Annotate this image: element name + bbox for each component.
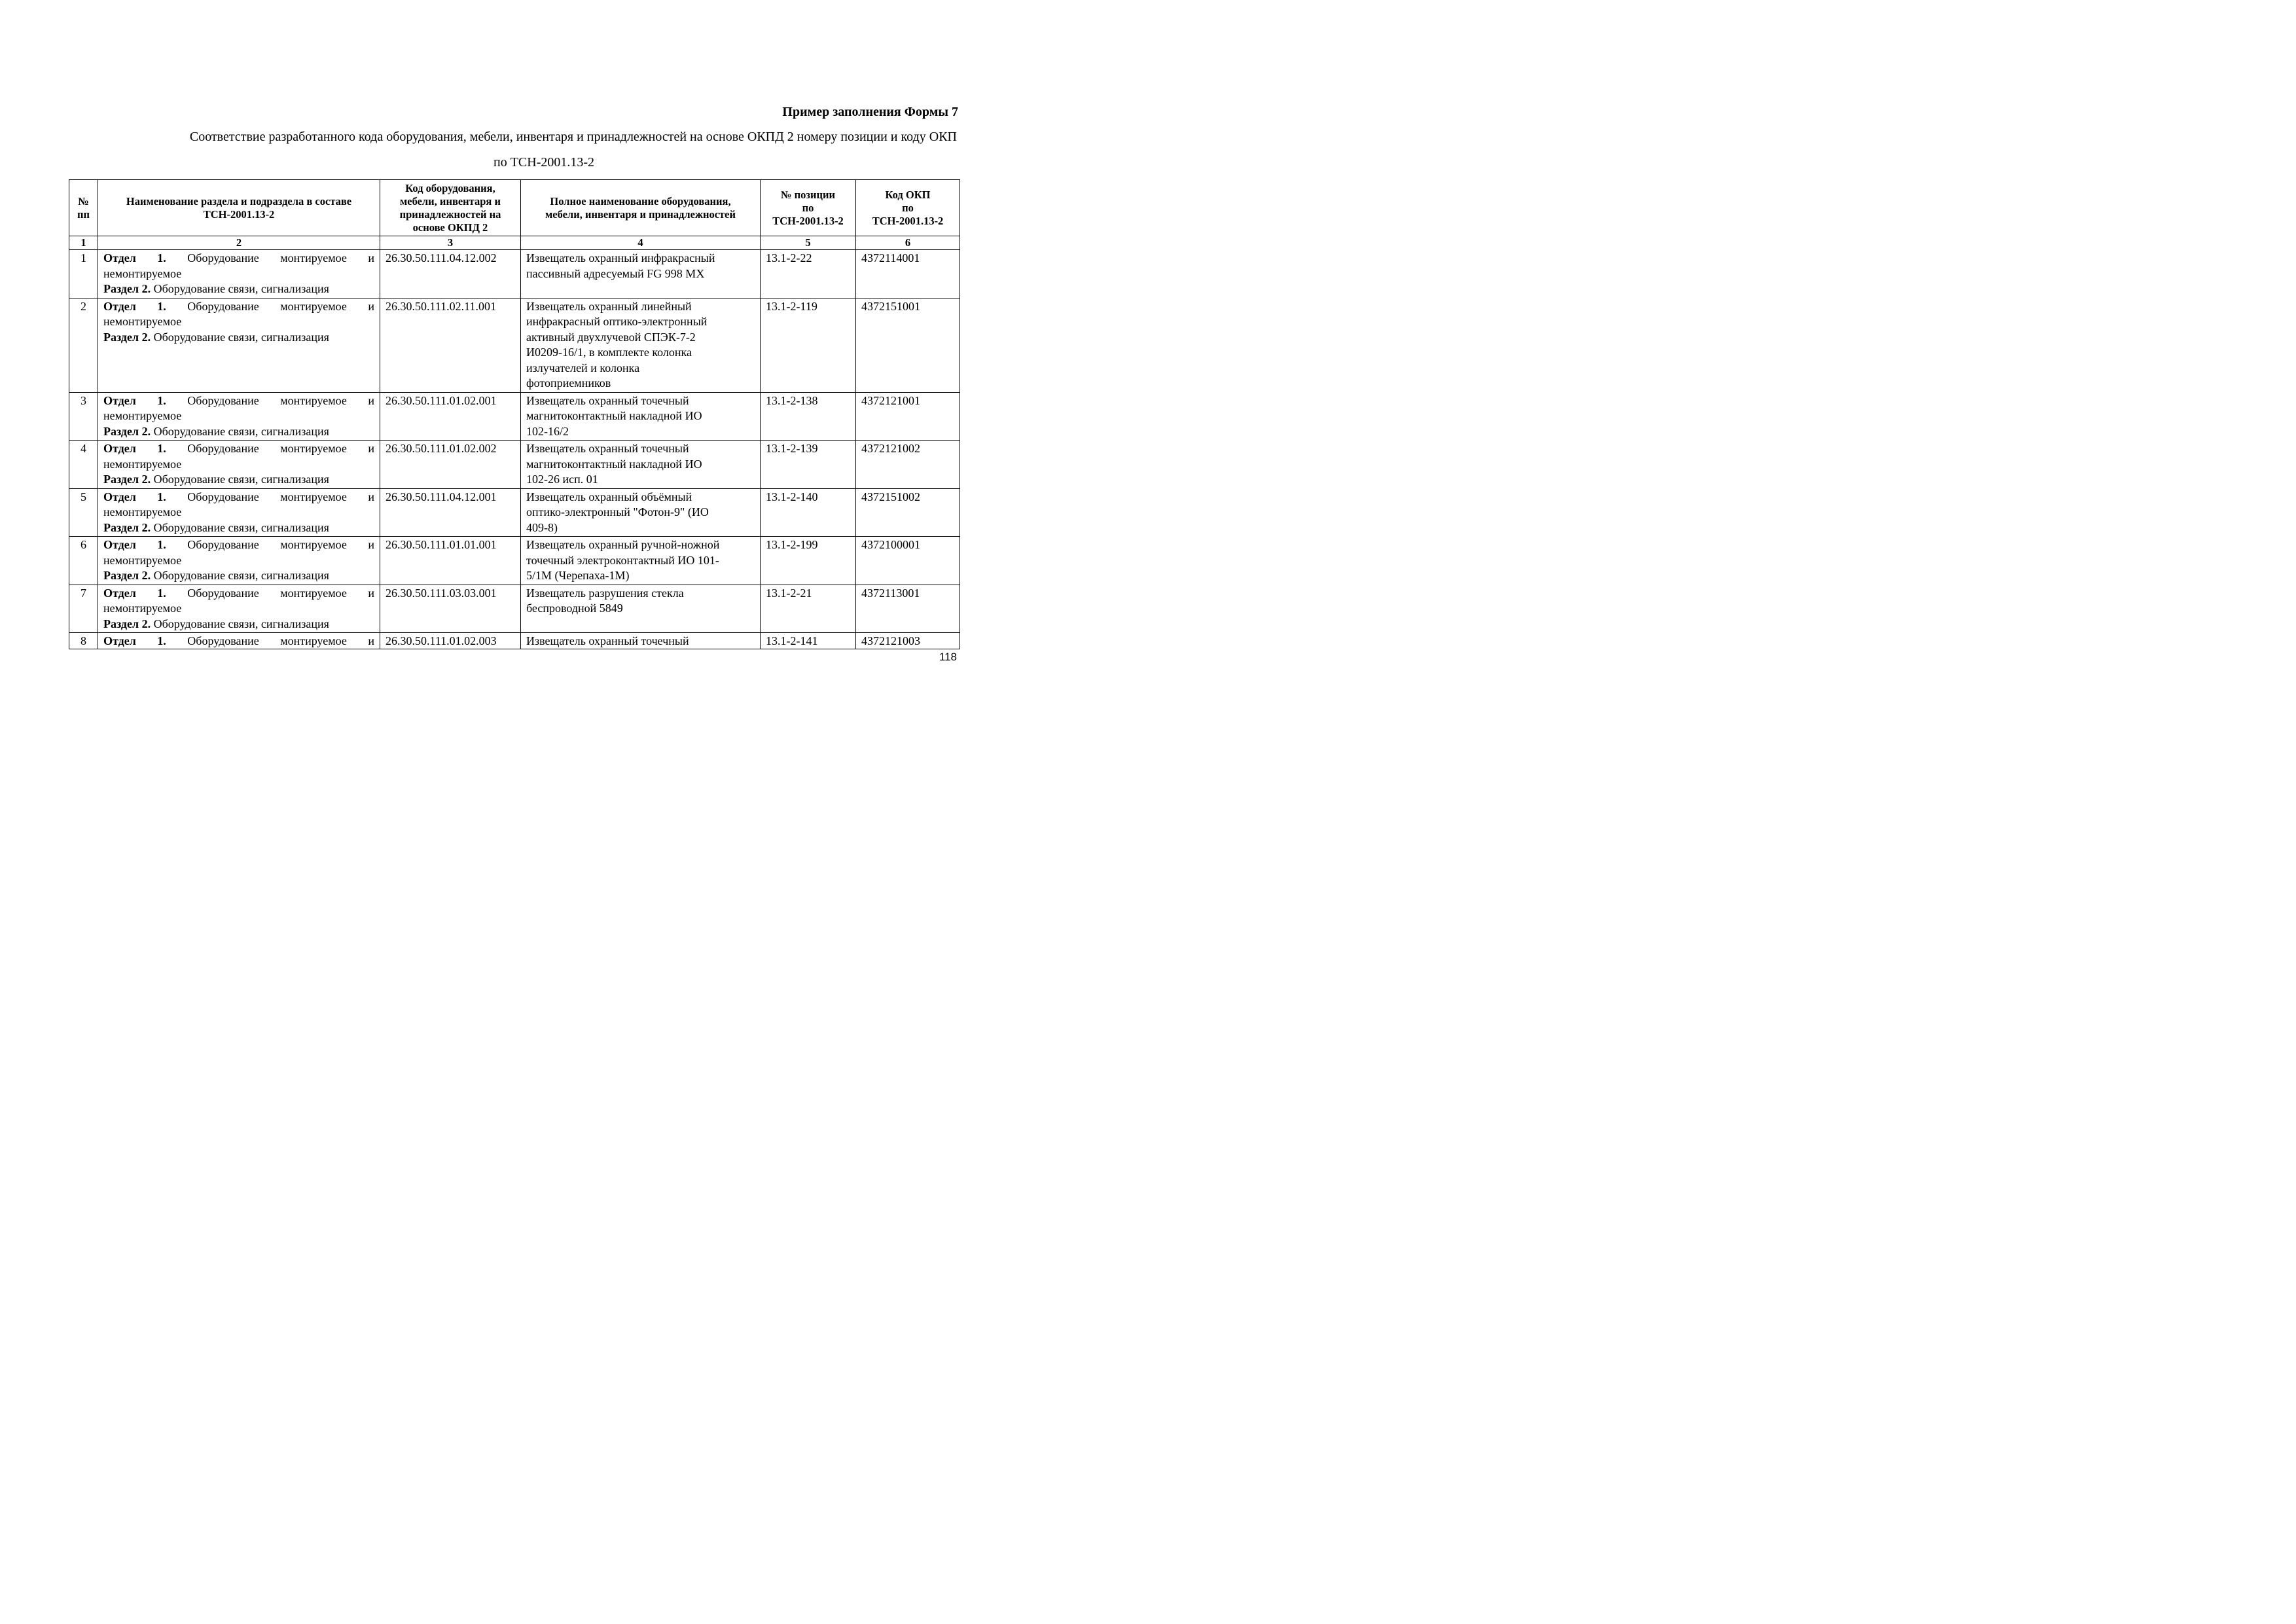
row-number: 1 bbox=[69, 250, 98, 298]
column-number-cell: 5 bbox=[761, 236, 856, 250]
header-position-number: № позиции по ТСН-2001.13-2 bbox=[761, 180, 856, 236]
razdel-line bbox=[103, 330, 374, 346]
full-name-cell: Извещатель охранный точечный bbox=[521, 633, 761, 649]
equipment-code-cell: 26.30.50.111.01.02.002 bbox=[380, 441, 521, 489]
document-title-continuation: по ТСН-2001.13-2 bbox=[493, 155, 595, 170]
otdel-continuation: немонтируемое bbox=[103, 505, 182, 518]
equipment-code-table bbox=[69, 179, 960, 649]
otdel-word: монтируемое bbox=[280, 586, 347, 600]
razdel-line bbox=[103, 281, 374, 297]
razdel-label: Раздел 2. bbox=[103, 520, 151, 534]
column-number-cell: 2 bbox=[98, 236, 380, 250]
header-okp-code: Код ОКП по ТСН-2001.13-2 bbox=[856, 180, 960, 236]
equipment-code-cell: 26.30.50.111.01.01.001 bbox=[380, 537, 521, 585]
razdel-line bbox=[103, 520, 374, 536]
otdel-word: Оборудование bbox=[187, 251, 259, 264]
table-row bbox=[69, 441, 960, 489]
razdel-name: Оборудование связи, сигнализация bbox=[153, 520, 329, 534]
otdel-number: 1. bbox=[157, 299, 166, 313]
razdel-name: Оборудование связи, сигнализация bbox=[153, 330, 329, 344]
otdel-number: 1. bbox=[157, 538, 166, 551]
otdel-line bbox=[103, 393, 374, 409]
document-title: Соответствие разработанного кода оборудования, мебели, инвентаря и принадлежностей на основе ОКПД 2 номеру позиции и коду ОКП bbox=[189, 130, 957, 144]
razdel-line bbox=[103, 568, 374, 584]
form-label: Пример заполнения Формы 7 bbox=[782, 105, 958, 119]
row-number: 5 bbox=[69, 488, 98, 537]
position-number-cell: 13.1-2-22 bbox=[761, 250, 856, 298]
razdel-name: Оборудование связи, сигнализация bbox=[153, 569, 329, 582]
otdel-word: монтируемое bbox=[280, 442, 347, 455]
equipment-code-cell: 26.30.50.111.02.11.001 bbox=[380, 298, 521, 392]
full-name-cell: Извещатель охранный точечный магнитоконтактный накладной ИО 102-16/2 bbox=[521, 392, 761, 441]
otdel-line bbox=[103, 537, 374, 553]
column-number-row bbox=[69, 236, 960, 250]
razdel-label: Раздел 2. bbox=[103, 617, 151, 630]
otdel-label: Отдел bbox=[103, 538, 136, 551]
otdel-word: и bbox=[368, 634, 374, 647]
equipment-code-cell: 26.30.50.111.04.12.002 bbox=[380, 250, 521, 298]
column-number-cell: 3 bbox=[380, 236, 521, 250]
razdel-line bbox=[103, 617, 374, 632]
row-number: 2 bbox=[69, 298, 98, 392]
position-number-cell: 13.1-2-199 bbox=[761, 537, 856, 585]
equipment-code-cell: 26.30.50.111.01.02.003 bbox=[380, 633, 521, 649]
otdel-continuation: немонтируемое bbox=[103, 602, 182, 615]
otdel-line bbox=[103, 441, 374, 457]
header-full-name: Полное наименование оборудования, мебели, инвентаря и принадлежностей bbox=[521, 180, 761, 236]
otdel-continuation: немонтируемое bbox=[103, 409, 182, 422]
position-number-cell: 13.1-2-139 bbox=[761, 441, 856, 489]
table-row bbox=[69, 488, 960, 537]
page-number: 118 bbox=[939, 651, 957, 663]
okp-code-cell: 4372151002 bbox=[856, 488, 960, 537]
okp-code-cell: 4372121002 bbox=[856, 441, 960, 489]
otdel-word: и bbox=[368, 442, 374, 455]
section-name-cell bbox=[98, 441, 380, 489]
otdel-word: и bbox=[368, 490, 374, 503]
otdel-word: монтируемое bbox=[280, 299, 347, 313]
razdel-name: Оборудование связи, сигнализация bbox=[153, 424, 329, 438]
okp-code-cell: 4372121001 bbox=[856, 392, 960, 441]
table-row bbox=[69, 537, 960, 585]
equipment-code-cell: 26.30.50.111.01.02.001 bbox=[380, 392, 521, 441]
otdel-word: и bbox=[368, 299, 374, 313]
position-number-cell: 13.1-2-138 bbox=[761, 392, 856, 441]
position-number-cell: 13.1-2-119 bbox=[761, 298, 856, 392]
table-row bbox=[69, 585, 960, 633]
section-name-cell bbox=[98, 392, 380, 441]
razdel-label: Раздел 2. bbox=[103, 424, 151, 438]
razdel-label: Раздел 2. bbox=[103, 473, 151, 486]
section-name-cell bbox=[98, 585, 380, 633]
otdel-number: 1. bbox=[157, 393, 166, 407]
row-number: 8 bbox=[69, 633, 98, 649]
section-name-cell bbox=[98, 488, 380, 537]
otdel-word: монтируемое bbox=[280, 490, 347, 503]
otdel-word: Оборудование bbox=[187, 393, 259, 407]
otdel-word: и bbox=[368, 393, 374, 407]
otdel-word: и bbox=[368, 586, 374, 600]
otdel-word: Оборудование bbox=[187, 442, 259, 455]
position-number-cell: 13.1-2-140 bbox=[761, 488, 856, 537]
razdel-line bbox=[103, 472, 374, 488]
column-number-cell: 4 bbox=[521, 236, 761, 250]
section-name-cell bbox=[98, 250, 380, 298]
otdel-number: 1. bbox=[157, 251, 166, 264]
section-name-cell bbox=[98, 537, 380, 585]
section-name-cell bbox=[98, 298, 380, 392]
otdel-number: 1. bbox=[157, 586, 166, 600]
full-name-cell: Извещатель разрушения стекла беспроводной 5849 bbox=[521, 585, 761, 633]
otdel-line bbox=[103, 490, 374, 505]
razdel-label: Раздел 2. bbox=[103, 569, 151, 582]
otdel-number: 1. bbox=[157, 490, 166, 503]
otdel-word: монтируемое bbox=[280, 393, 347, 407]
otdel-label: Отдел bbox=[103, 586, 136, 600]
razdel-name: Оборудование связи, сигнализация bbox=[153, 617, 329, 630]
full-name-cell: Извещатель охранный инфракрасный пассивный адресуемый FG 998 MX bbox=[521, 250, 761, 298]
otdel-continuation: немонтируемое bbox=[103, 266, 182, 280]
otdel-line bbox=[103, 251, 374, 266]
otdel-label: Отдел bbox=[103, 251, 136, 264]
full-name-cell: Извещатель охранный ручной-ножной точечный электроконтактный ИО 101- 5/1М (Черепаха-1М) bbox=[521, 537, 761, 585]
otdel-continuation: немонтируемое bbox=[103, 553, 182, 567]
otdel-word: Оборудование bbox=[187, 299, 259, 313]
section-name-cell bbox=[98, 633, 380, 649]
okp-code-cell: 4372113001 bbox=[856, 585, 960, 633]
row-number: 4 bbox=[69, 441, 98, 489]
otdel-word: монтируемое bbox=[280, 251, 347, 264]
okp-code-cell: 4372114001 bbox=[856, 250, 960, 298]
header-section-name: Наименование раздела и подраздела в составе ТСН-2001.13-2 bbox=[98, 180, 380, 236]
otdel-word: монтируемое bbox=[280, 538, 347, 551]
row-number: 6 bbox=[69, 537, 98, 585]
full-name-cell: Извещатель охранный линейный инфракрасный оптико-электронный активный двухлучевой СПЭК-7-2 И0209-16/1, в комплекте колонка излучателей и колонка фотоприемников bbox=[521, 298, 761, 392]
table-row bbox=[69, 298, 960, 392]
otdel-continuation: немонтируемое bbox=[103, 315, 182, 328]
column-number-cell: 6 bbox=[856, 236, 960, 250]
full-name-cell: Извещатель охранный объёмный оптико-электронный "Фотон-9" (ИО 409-8) bbox=[521, 488, 761, 537]
okp-code-cell: 4372121003 bbox=[856, 633, 960, 649]
otdel-line bbox=[103, 299, 374, 315]
column-number-cell: 1 bbox=[69, 236, 98, 250]
otdel-word: и bbox=[368, 538, 374, 551]
otdel-word: монтируемое bbox=[280, 634, 347, 647]
razdel-name: Оборудование связи, сигнализация bbox=[153, 473, 329, 486]
header-equipment-code: Код оборудования, мебели, инвентаря и принадлежностей на основе ОКПД 2 bbox=[380, 180, 521, 236]
row-number: 7 bbox=[69, 585, 98, 633]
otdel-continuation: немонтируемое bbox=[103, 457, 182, 471]
okp-code-cell: 4372100001 bbox=[856, 537, 960, 585]
table-row bbox=[69, 392, 960, 441]
table-header-row bbox=[69, 180, 960, 236]
razdel-label: Раздел 2. bbox=[103, 282, 151, 295]
otdel-label: Отдел bbox=[103, 634, 136, 647]
otdel-line bbox=[103, 586, 374, 602]
otdel-label: Отдел bbox=[103, 393, 136, 407]
otdel-label: Отдел bbox=[103, 490, 136, 503]
equipment-code-cell: 26.30.50.111.04.12.001 bbox=[380, 488, 521, 537]
otdel-word: Оборудование bbox=[187, 634, 259, 647]
otdel-word: Оборудование bbox=[187, 538, 259, 551]
otdel-word: Оборудование bbox=[187, 586, 259, 600]
position-number-cell: 13.1-2-141 bbox=[761, 633, 856, 649]
razdel-label: Раздел 2. bbox=[103, 330, 151, 344]
otdel-number: 1. bbox=[157, 634, 166, 647]
razdel-line bbox=[103, 424, 374, 440]
header-number: № пп bbox=[69, 180, 98, 236]
table-row bbox=[69, 250, 960, 298]
position-number-cell: 13.1-2-21 bbox=[761, 585, 856, 633]
otdel-label: Отдел bbox=[103, 299, 136, 313]
equipment-code-cell: 26.30.50.111.03.03.001 bbox=[380, 585, 521, 633]
otdel-word: Оборудование bbox=[187, 490, 259, 503]
otdel-number: 1. bbox=[157, 442, 166, 455]
full-name-cell: Извещатель охранный точечный магнитоконтактный накладной ИО 102-26 исп. 01 bbox=[521, 441, 761, 489]
row-number: 3 bbox=[69, 392, 98, 441]
otdel-line bbox=[103, 634, 374, 648]
otdel-label: Отдел bbox=[103, 442, 136, 455]
okp-code-cell: 4372151001 bbox=[856, 298, 960, 392]
otdel-word: и bbox=[368, 251, 374, 264]
table-row bbox=[69, 633, 960, 649]
razdel-name: Оборудование связи, сигнализация bbox=[153, 282, 329, 295]
